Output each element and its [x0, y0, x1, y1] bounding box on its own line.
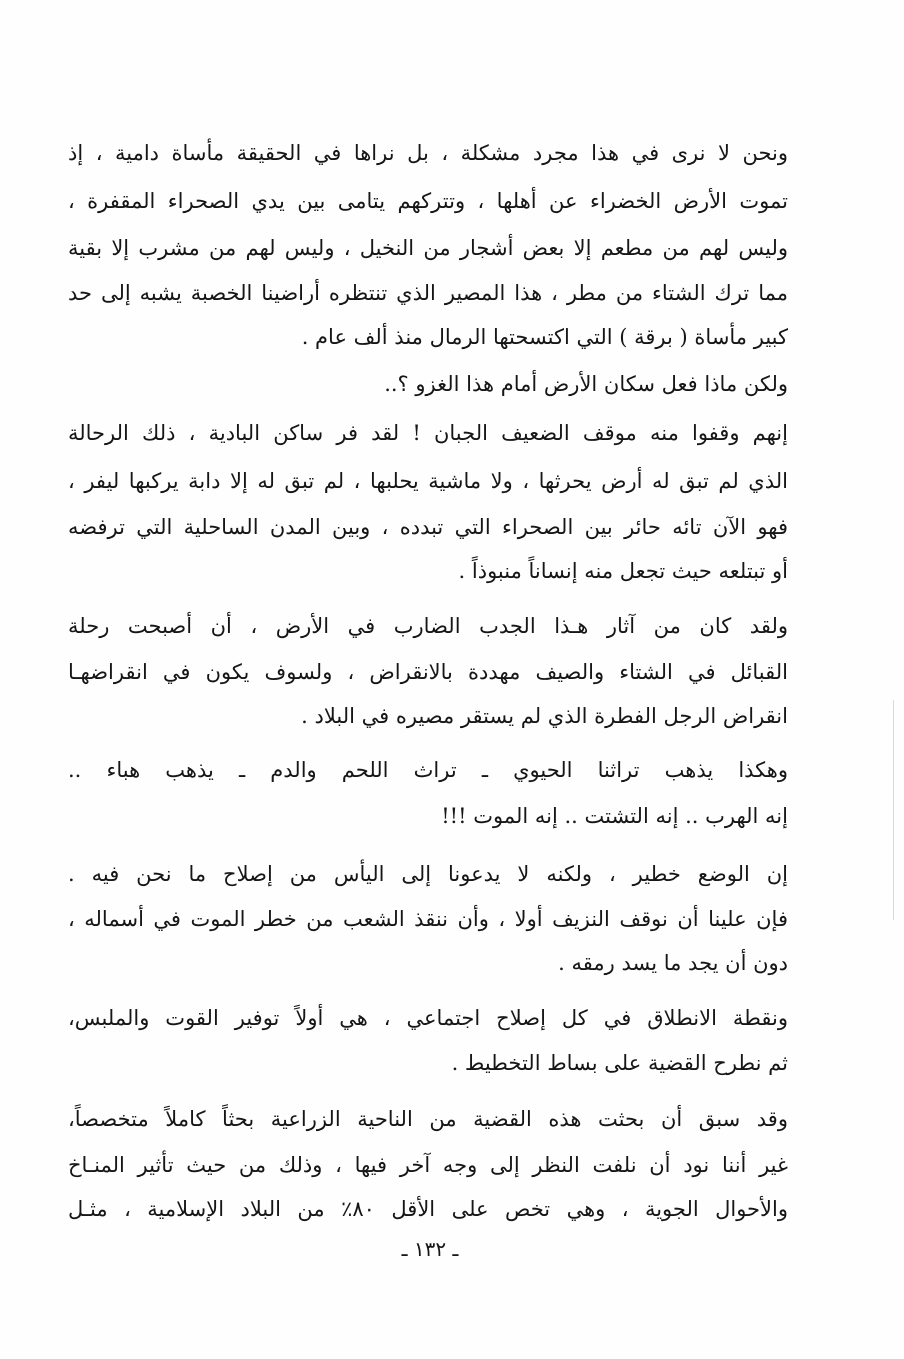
text-line: ونقطة الانطلاق في كل إصلاح اجتماعي ، هي أولاً توفير القوت والملبس،: [68, 1006, 788, 1030]
page-number: ـ ١٣٢ ـ: [401, 1237, 459, 1261]
text-line: والأحوال الجوية ، وهي تخص على الأقل ٨٠٪ من البلاد الإسلامية ، مثـل: [68, 1197, 788, 1221]
text-line: مما ترك الشتاء من مطر ، هذا المصير الذي تنتظره أراضينا الخصبة يشبه إلى حد: [68, 281, 788, 305]
text-line: وليس لهم من مطعم إلا بعض أشجار من النخيل ، وليس لهم من مشرب إلا بقية: [68, 236, 788, 260]
text-line: تموت الأرض الخضراء عن أهلها ، وتتركهم يتامى بين يدي الصحراء المقفرة ،: [68, 189, 788, 213]
text-line: انقراض الرجل الفطرة الذي لم يستقر مصيره في البلاد .: [301, 704, 788, 728]
text-line: ولكن ماذا فعل سكان الأرض أمام هذا الغزو ؟..: [384, 372, 788, 396]
text-line: أو تبتلعه حيث تجعل منه إنساناً منبوذاً .: [458, 559, 788, 583]
text-line: وقد سبق أن بحثت هذه القضية من الناحية الزراعية بحثاً كاملاً متخصصاً،: [68, 1107, 788, 1131]
text-line: دون أن يجد ما يسد رمقه .: [558, 951, 788, 975]
scan-margin-line: [893, 700, 894, 920]
text-line: إنه الهرب .. إنه التشتت .. إنه الموت !!!: [441, 804, 788, 828]
text-line: كبير مأساة ( برقة ) التي اكتسحتها الرمال منذ ألف عام .: [301, 325, 788, 349]
text-line: إنهم وقفوا منه موقف الضعيف الجبان ! لقد فر ساكن البادية ، ذلك الرحالة: [68, 421, 788, 445]
text-line: فإن علينا أن نوقف النزيف أولا ، وأن ننقذ الشعب من خطر الموت في أسماله ،: [68, 907, 788, 931]
text-line: غير أننا نود أن نلفت النظر إلى وجه آخر فيها ، وذلك من حيث تأثير المنـاخ: [68, 1153, 788, 1177]
text-line: وهكذا يذهب تراثنا الحيوي ـ تراث اللحم والدم ـ يذهب هباء ..: [68, 758, 788, 782]
text-line: القبائل في الشتاء والصيف مهددة بالانقراض ، ولسوف يكون في انقراضهـا: [68, 660, 788, 684]
text-line: فهو الآن تائه حائر بين الصحراء التي تبدده ، وبين المدن الساحلية التي ترفضه: [68, 515, 788, 539]
text-line: ولقد كان من آثار هـذا الجدب الضارب في الأرض ، أن أصبحت رحلة: [68, 614, 788, 638]
text-line: إن الوضع خطير ، ولكنه لا يدعونا إلى اليأس من إصلاح ما نحن فيه .: [68, 862, 788, 886]
text-line: ثم نطرح القضية على بساط التخطيط .: [451, 1051, 788, 1075]
text-line: ونحن لا نرى في هذا مجرد مشكلة ، بل نراها في الحقيقة مأساة دامية ، إذ: [68, 141, 788, 165]
text-line: الذي لم تبق له أرض يحرثها ، ولا ماشية يحلبها ، لم تبق له إلا دابة يركبها ليفر ،: [68, 469, 788, 493]
